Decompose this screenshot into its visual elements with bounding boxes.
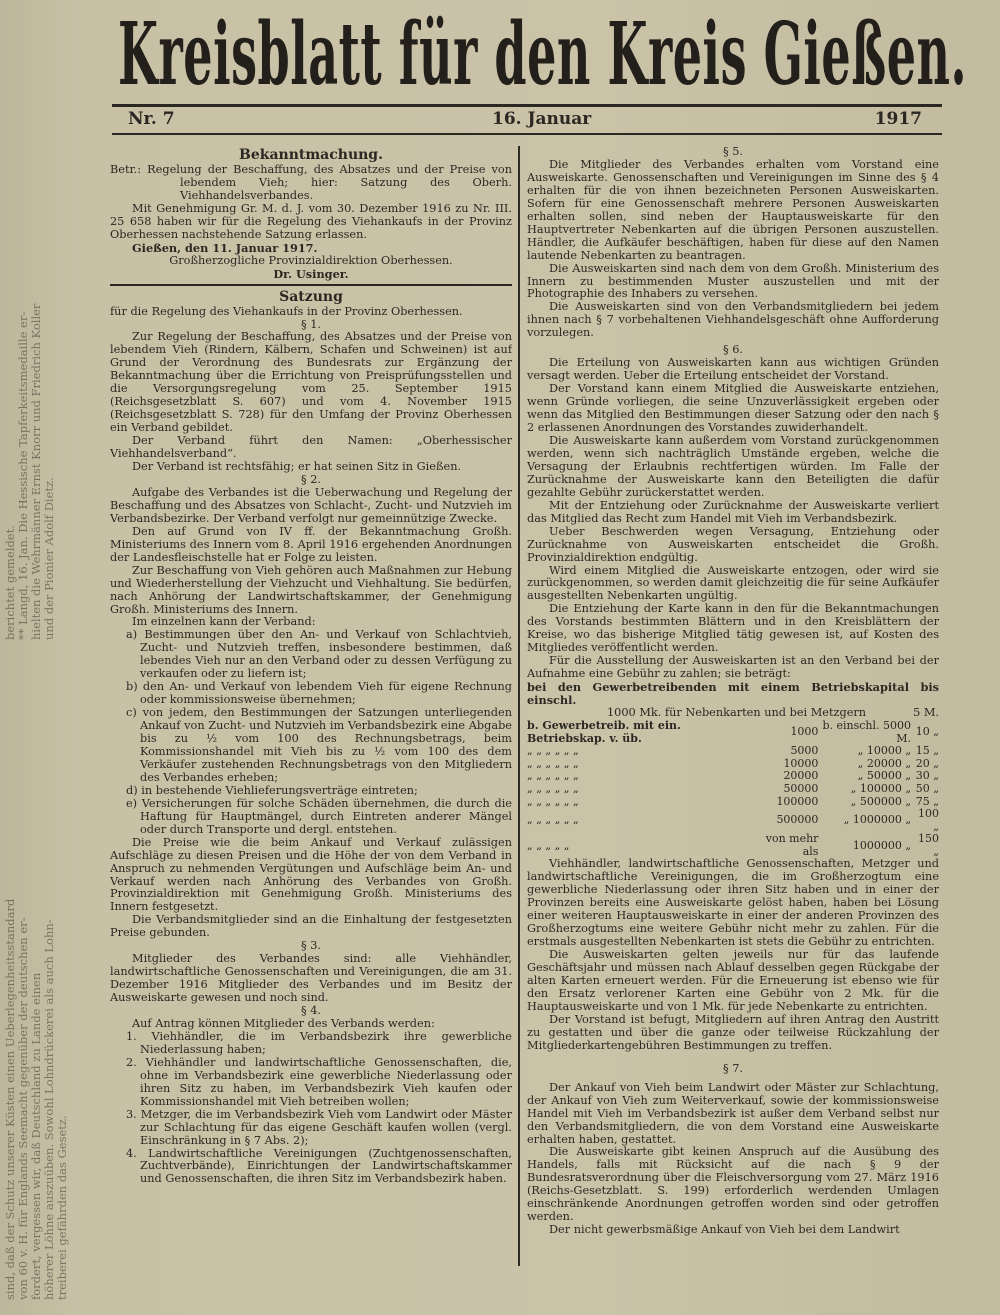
fee-label: „ „ „ „ „ „ <box>527 813 579 827</box>
left-column <box>110 146 512 1276</box>
paragraph: Zur Regelung der Beschaffung, des Absatzes und der Preise von lebendem Vieh (Rindern, Kälbern, Schafen und Schweinen) ist auf Grund der Verordnung des Bundesrats zur Ergänzung der Bekanntmachung über die Errichtung von Preisprüfungsstellen und die Versorgungsregelung vom 25. September 1915 (Reichsgesetzblatt S. 607) und vom 4. November 1915 (Reichsgesetzblatt S. 728) für den Umfang der Provinz Oberhessen ein Verband gebildet. <box>110 330 512 435</box>
paragraph: Die Verbandsmitglieder sind an die Einhaltung der festgesetzten Preise gebunden. <box>110 913 512 940</box>
fee-amount: 5 M. <box>913 705 939 719</box>
paragraph: Der Vorstand ist befugt, Mitgliedern auf ihren Antrag den Austritt zu gestatten und über die ganze oder teilweise Rückzahlung der Mitgliederkartengebühren Bestimmungen zu treffen. <box>527 1012 939 1052</box>
paragraph: Auf Antrag können Mitglieder des Verbands werden: <box>132 1017 435 1030</box>
fee-line <box>527 707 939 720</box>
paragraph: Mit der Entziehung oder Zurücknahme der Ausweiskarte verliert das Mitglied das Recht zum Handel mit Vieh im Verbandsbezirk. <box>527 498 939 525</box>
fee-label: „ „ „ „ „ „ <box>527 781 579 795</box>
fee-label: „ „ „ „ „ <box>527 838 570 852</box>
masthead-title <box>118 4 968 105</box>
list-item: 4. Landwirtschaftliche Vereinigungen (Zuchtgenossenschaften, Zuchtverbände), Einrichtungen der Landwirtschaftskammer und Genossenschaften, die ihren Sitz im Verbandsbezirk haben. <box>126 1146 512 1186</box>
issue-year: 1917 <box>874 109 922 129</box>
paragraph: Die Ausweiskarten sind nach dem von dem Großh. Ministerium des Innern zu bestimmenden Muster auszustellen und mit der Photographie des Inhabers zu versehen. <box>527 261 939 301</box>
fee-row <box>527 808 939 833</box>
paragraph: Die Erteilung von Ausweiskarten kann aus wichtigen Gründen versagt werden. Ueber die Erteilung entscheidet der Vorstand. <box>527 356 939 383</box>
section-heading: § 2. <box>300 472 322 486</box>
bleed-through-margin <box>0 0 98 1315</box>
fee-line: bei den Gewerbetreibenden mit einem Betriebskapital bis einschl. <box>527 680 939 708</box>
paragraph: Der Ankauf von Vieh beim Landwirt oder Mäster zur Schlachtung, der Ankauf von Vieh zum Weiterverkauf, sowie der kommissionsweise Handel mit Vieh im Verbandsbezirk ist außer dem Verband selbst nur den Verbandsmitgliedern, die von dem Vorstand eine Ausweiskarte erhalten haben, gestattet. <box>527 1080 939 1146</box>
fee-fee: 75 „ <box>915 794 939 808</box>
fee-from: von mehr als <box>765 832 819 858</box>
statute-title: Satzung <box>279 288 343 305</box>
paragraph: Die Ausweiskarten sind von den Verbandsmitgliedern bei jedem ihnen nach § 7 vorbehaltenen Viehhandelsgeschäft ohne Aufforderung vorzulegen. <box>527 300 939 340</box>
fee-to: 1000000 „ <box>852 838 912 852</box>
margin-line: höherer Löhne auszuüben. Sowohl Lohndrückerei als auch Lohn- <box>42 919 56 1300</box>
paragraph: Der Verband ist rechtsfähig; er hat seinen Sitz in Gießen. <box>132 460 462 474</box>
fee-label: „ „ „ „ „ „ <box>527 794 579 808</box>
masthead-title-text: Kreisblatt für den Kreis Gießen. <box>118 4 968 105</box>
fee-row <box>527 720 939 745</box>
fee-to: b. einschl. 5000 M. <box>822 718 912 745</box>
paragraph: Den auf Grund von IV ff. der Bekanntmachung Großh. Ministeriums des Innern vom 8. April 1916 ergehenden Anordnungen der Landesfleischstelle hat er Folge zu leisten. <box>110 524 512 564</box>
signature: Dr. Usinger. <box>273 266 349 281</box>
place-date: Gießen, den 11. Januar 1917. <box>132 240 318 255</box>
margin-line: ** Langd, 16. Jan. Die Hessische Tapferkeitsmedaille er- <box>16 311 30 640</box>
paragraph: Die Ausweiskarte gibt keinen Anspruch auf die Ausübung des Handels, falls mit Rücksicht auf die nach § 9 der Bundesratsverordnung über die Fleischversorgung vom 27. März 1916 (Reichs-Gesetzblatt. S. 199) erforderlich werdenden Umlagen einschränkende Anordnungen getroffen worden sind oder getroffen werden. <box>527 1145 939 1224</box>
fee-fee: 15 „ <box>915 744 939 758</box>
paragraph: Aufgabe des Verbandes ist die Ueberwachung und Regelung der Beschaffung und des Absatzes von Schlacht-, Zucht- und Nutzvieh im Verbandsbezirke. Der Verband verfolgt nur gemeinnützige Zwecke. <box>110 485 512 525</box>
fee-row <box>527 796 939 809</box>
fee-fee: 20 „ <box>915 756 939 770</box>
fee-row <box>527 833 939 858</box>
list-item: 3. Metzger, die im Verbandsbezirk Vieh vom Landwirt oder Mäster zur Schlachtung für das eigene Geschäft kaufen wollen (vergl. Einschränkung in § 7 Abs. 2); <box>126 1107 512 1147</box>
fee-row <box>527 745 939 758</box>
fee-from: 5000 <box>790 744 819 758</box>
fee-label: „ „ „ „ „ „ <box>527 756 579 770</box>
list-item: a) Bestimmungen über den An- und Verkauf von Schlachtvieh, Zucht- und Nutzvieh treffen, insbesondere bestimmen, daß lebendes Vieh nur an den Verband oder zu dessen Verfügung zu verkaufen oder zu liefern ist; <box>126 628 512 681</box>
margin-line: berichtet gemeldet. <box>3 525 17 640</box>
issue-date: 16. Januar <box>492 109 592 129</box>
statute-subtitle: für die Regelung des Viehankaufs in der Provinz Oberhessen. <box>110 304 463 318</box>
paragraph: Die Preise wie die beim Ankauf und Verkauf zulässigen Aufschläge zu diesen Preisen und die Höhe der von dem Verband in Anspruch zu nehmenden Vergütungen und Aufschläge beim An- und Verkauf werden nach Anhörung des Verbandes von Großh. Provinzialdirektion mit Genehmigung Großh. Ministeriums des Innern festgesetzt. <box>110 835 512 914</box>
paragraph: Mit Genehmigung Gr. M. d. J. vom 30. Dezember 1916 zu Nr. III. 25 658 haben wir für die Regelung des Viehankaufs in der Provinz Oberhessen nachstehende Satzung erlassen. <box>110 201 512 241</box>
fee-to: „ 50000 „ <box>857 769 912 783</box>
announcement-heading: Bekanntmachung. <box>239 147 383 163</box>
fee-line-text: 1000 Mk. für Nebenkarten und bei Metzgern <box>607 705 867 719</box>
fee-fee: 100 „ <box>918 807 939 833</box>
fee-from: 100000 <box>776 794 819 808</box>
section-heading: § 6. <box>722 343 744 357</box>
paragraph: Viehhändler, landwirtschaftliche Genossenschaften, Metzger und landwirtschaftliche Vereinigungen, die im Großherzogtum eine gewerbliche Niederlassung oder ihren Sitz haben und in einer der Provinzen bereits eine Ausweiskarte gelöst haben, haben bei Lösung einer weiteren Hauptausweiskarte in einer der anderen Provinzen des Großherzogtums eine weitere Gebühr nicht mehr zu zahlen. Für die erstmals ausgestellten Nebenkarten ist stets die Gebühr zu entrichten. <box>527 857 939 949</box>
list-item: 2. Viehhändler und landwirtschaftliche Genossenschaften, die, ohne im Verbandsbezirk eine gewerbliche Niederlassung oder ihren Sitz zu haben, im Verbandsbezirk Vieh kaufen oder Kommissionshandel mit Vieh betreiben wollen; <box>126 1055 512 1108</box>
margin-line: hielten die Wehrmänner Ernst Knorr und Friedrich Koller <box>29 303 43 640</box>
fee-row <box>527 783 939 796</box>
fee-fee: 150 „ <box>918 832 939 858</box>
fee-to: „ 100000 „ <box>850 781 912 795</box>
issue-number: Nr. 7 <box>128 109 175 129</box>
section-heading: § 1. <box>300 317 322 331</box>
issue-header <box>112 104 942 135</box>
fee-fee: 50 „ <box>915 781 939 795</box>
paragraph: Mitglieder des Verbandes sind: alle Viehhändler, landwirtschaftliche Genossenschaften und Vereinigungen, die am 31. Dezember 1916 Mitglieder des Verbandes und im Besitz der Ausweiskarte gewesen und noch sind. <box>110 952 512 1005</box>
fee-label: „ „ „ „ „ „ <box>527 744 579 758</box>
paragraph: Der Verband führt den Namen: „Oberhessischer Viehhandelsverband“. <box>110 434 512 461</box>
list-item: e) Versicherungen für solche Schäden übernehmen, die durch die Haftung für Hauptmängel, durch Eintreten anderer Mängel oder durch Transporte und dergl. entstehen. <box>126 796 512 836</box>
paragraph: Für die Ausstellung der Ausweiskarten ist an den Verband bei der Aufnahme eine Gebühr zu zahlen; sie beträgt: <box>527 654 939 681</box>
fee-label: b. Gewerbetreib. mit ein. Betriebskap. v. üb. <box>527 718 681 745</box>
authority: Großherzogliche Provinzialdirektion Oberhessen. <box>169 253 453 267</box>
section-heading: § 5. <box>722 146 744 158</box>
margin-line: fordert, vergessen wir, daß Deutschland zu Lande einen <box>29 972 43 1300</box>
paragraph: Die Entziehung der Karte kann in den für die Bekanntmachungen des Vorstands bestimmten Blättern und in den Kreisblättern der Kreise, wo das bisherige Mitglied tätig gewesen ist, auf Kosten des Mitgliedes veröffentlicht werden. <box>527 602 939 655</box>
list-item: 1. Viehhändler, die im Verbandsbezirk ihre gewerbliche Niederlassung haben; <box>126 1029 512 1056</box>
paragraph: Ueber Beschwerden wegen Versagung, Entziehung oder Zurücknahme von Ausweiskarten entscheidet die Großh. Provinzialdirektion endgültig. <box>527 524 939 564</box>
fee-to: „ 10000 „ <box>857 744 912 758</box>
paragraph: Der Vorstand kann einem Mitglied die Ausweiskarte entziehen, wenn Gründe vorliegen, die seine Unzuverlässigkeit ergeben oder wenn das Mitglied den Bestimmungen dieser Satzung oder den nach § 2 erlassenen Anordnungen des Vorstandes zuwiderhandelt. <box>527 382 939 435</box>
section-heading: § 7. <box>722 1061 744 1075</box>
margin-line: treiberei gefährden das Gesetz. <box>55 1115 69 1300</box>
margin-text-top <box>4 304 56 640</box>
fee-table <box>527 720 939 859</box>
right-column <box>527 146 939 1286</box>
fee-from: 50000 <box>783 781 819 795</box>
paragraph: Die Ausweiskarten gelten jeweils nur für das laufende Geschäftsjahr und müssen nach Ablauf desselben gegen Rückgabe der alten Karten erneuert werden. Für die Erneuerung ist ebenso wie für den Ersatz verlorener Karten eine Gebühr von 2 Mk. für die Hauptausweiskarte und von 1 Mk. für jede Nebenkarte zu entrichten. <box>527 948 939 1013</box>
list-item: c) von jedem, den Bestimmungen der Satzungen unterliegenden Ankauf von Zucht- und Nutzvieh im Verbandsbezirk eine Abgabe bis zu ½ vom 100 des Rechnungsbetrags, beim Kommissionshandel mit Vieh bis zu ½ vom 100 des dem Verkäufer zustehenden Rechnungsbetrags von den Mitgliedern des Verbandes erheben; <box>126 706 512 784</box>
paragraph: Die Ausweiskarte kann außerdem vom Vorstand zurückgenommen werden, wenn sich nachträglich Umstände ergeben, welche die Versagung der Erlaubnis rechtfertigen würden. Im Falle der Zurücknahme der Ausweiskarte kann den Beteiligten die dafür gezahlte Gebühr zurückerstattet werden. <box>527 433 939 499</box>
fee-from: 20000 <box>783 769 819 783</box>
section-heading: § 3. <box>300 939 322 953</box>
paragraph: Zur Beschaffung von Vieh gehören auch Maßnahmen zur Hebung und Wiederherstellung der Viehzucht und Viehhaltung. Sie bedürfen, nach Anhörung der Landwirtschaftskammer, der Genehmigung Großh. Ministeriums des Innern. <box>110 563 512 616</box>
section-heading: § 4. <box>300 1004 322 1018</box>
margin-line: von 60 v. H. für Englands Seemacht gegenüber der deutschen er- <box>16 917 30 1300</box>
list-item: b) den An- und Verkauf von lebendem Vieh für eigene Rechnung oder kommissionsweise übernehmen; <box>126 680 512 707</box>
fee-from: 500000 <box>776 813 819 827</box>
fee-fee: 30 „ <box>915 769 939 783</box>
list-item: d) in bestehende Viehlieferungsverträge eintreten; <box>126 783 418 797</box>
paragraph: Der nicht gewerbsmäßige Ankauf von Vieh bei dem Landwirt <box>549 1223 900 1237</box>
margin-line: und der Pionier Adolf Dietz. <box>42 477 56 640</box>
fee-from: 1000 <box>790 725 819 739</box>
paragraph: Die Mitglieder des Verbandes erhalten vom Vorstand eine Ausweiskarte. Genossenschaften und Vereinigungen im Sinne des § 4 erhalten für die von ihnen bezeichneten Personen Ausweiskarten. Sofern für eine Genossenschaft mehrere Personen Ausweiskarten erhalten sollen, sind neben der Hauptausweiskarte für den Hauptvertreter Nebenkarten auf die übrigen Personen auszustellen. Händler, die Aufkäufer beschäftigen, haben für diese auf den Namen lautende Nebenkarten zu beantragen. <box>527 157 939 262</box>
column-rule <box>518 146 520 1266</box>
margin-line: sind, daß der Schutz unserer Küsten einen Ueberlegenheitsstandard <box>3 898 17 1300</box>
fee-label: „ „ „ „ „ „ <box>527 769 579 783</box>
fee-to: „ 20000 „ <box>857 756 912 770</box>
fee-fee: 10 „ <box>915 725 939 739</box>
subject-line: Betr.: Regelung der Beschaffung, des Absatzes und der Preise von lebendem Vieh; hier: Satzung des Oberh. Viehhandelsverbandes. <box>110 163 512 202</box>
fee-to: „ 1000000 „ <box>843 813 912 827</box>
fee-from: 10000 <box>783 756 819 770</box>
paragraph: Wird einem Mitglied die Ausweiskarte entzogen, oder wird sie zurückgenommen, so werden damit gleichzeitig die für seine Aufkäufer ausgestellten Nebenkarten ungültig. <box>527 563 939 603</box>
margin-text-bottom <box>4 899 69 1300</box>
paragraph: Im einzelnen kann der Verband: <box>132 615 316 629</box>
fee-to: „ 500000 „ <box>850 794 912 808</box>
divider <box>110 284 512 286</box>
